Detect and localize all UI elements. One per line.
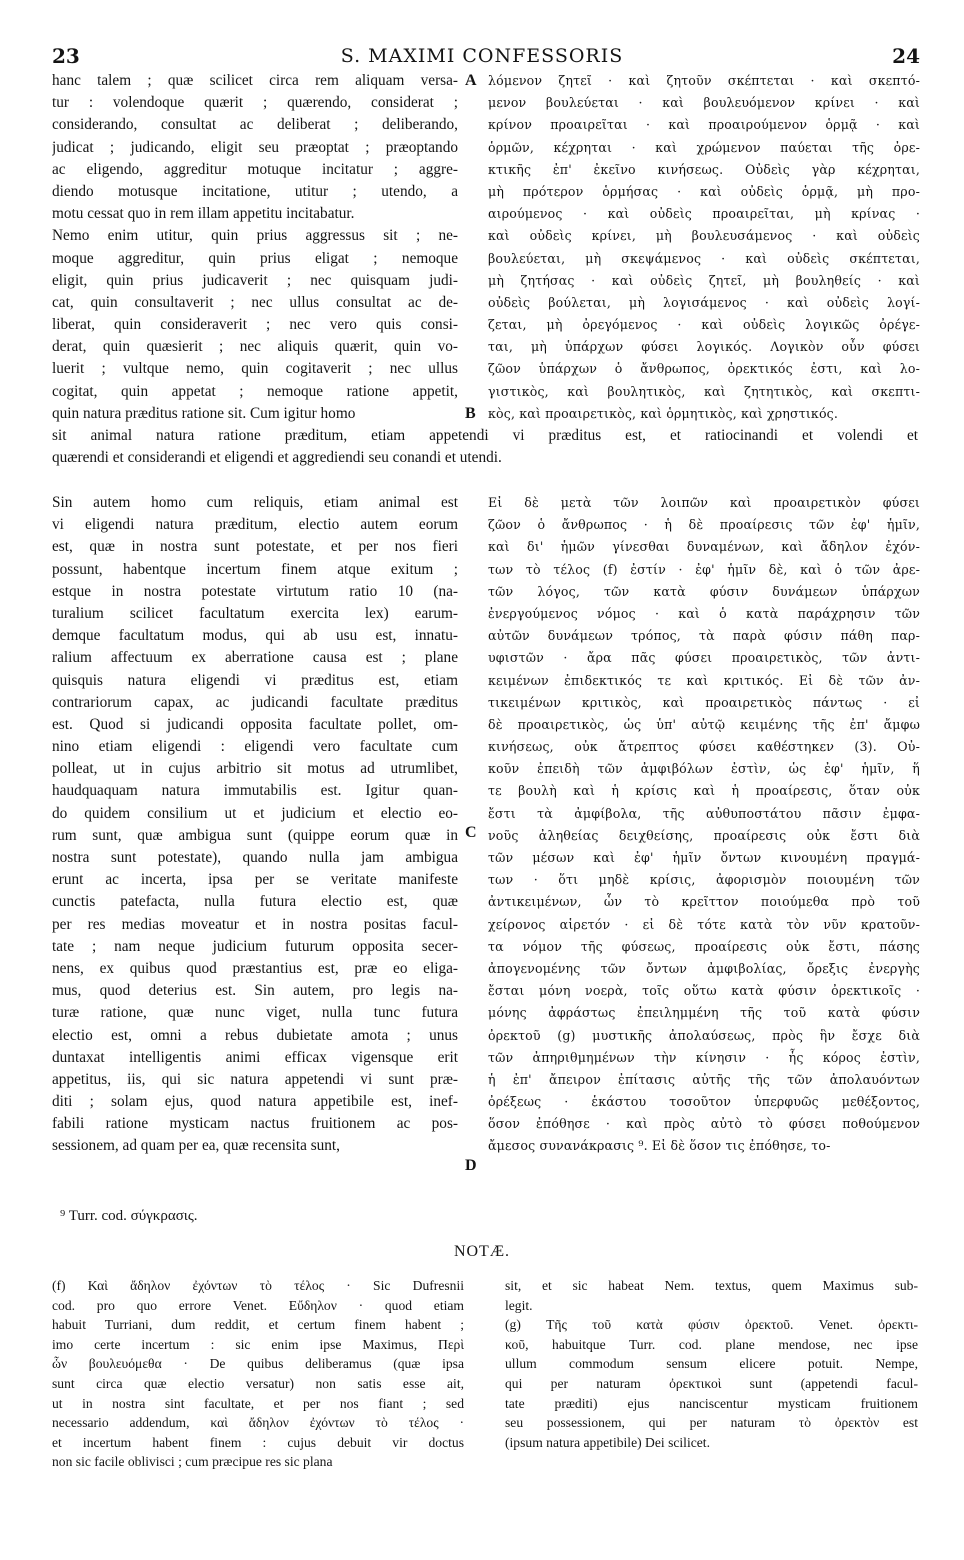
text-line: hanc talem ; quæ scilicet circa rem aliquam versa- [52,72,458,89]
text-line: est. Quod si judicandi opposita facultate pollet, om- [52,715,458,733]
text-line: Εἰ δὲ μετὰ τῶν λοιπῶν καὶ προαιρετικὸν φύσει [488,495,920,510]
text-line: κινήσεως, οὐκ ἄτρεπτος φύσει καθέστηκεν (3). Οὐ- [488,739,920,755]
text-line: seu possessionem, qui per naturam τὸ ὀρεκτὸν est [505,1415,918,1431]
text-line: necessario addendum, καὶ ἄδηλον ἐχόντων τὸ τέλος · [52,1415,464,1431]
text-line: moque aggreditur, quin prius eligat ; nemoque [52,249,458,267]
text-line: δὲ προαιρετικὸς, ὡς ὑπ' αὐτῷ κειμένης τῆς ἐπ' ἄμφω [488,716,920,732]
text-line: polleat, ut in cujus arbitrio sit motus ad utrumlibet, [52,760,458,778]
text-line: per res medias moveatur et in nostra positas facul- [52,915,458,933]
text-line: cod. pro quo errore Venet. Εὔδηλον · quod etiam [52,1297,464,1313]
text-line: sessionem, ad quam per ea, quæ recensita sunt, [52,1137,341,1155]
text-line: κοῦ, habuitque Turr. cod. plane mendose, nec ipse [505,1336,918,1352]
text-line: κρίνον προαιρεῖται · καὶ προαιρούμενον ὁρμᾷ · καὶ [488,117,920,133]
text-line: τε βουλὴ καὶ ἡ κρίσις καὶ ἡ προαίρεσις, ὅταν οὐκ [488,783,920,799]
notes-right-column [505,1276,918,1452]
text-line: μὴ ζητήσας · καὶ οὐδεὶς ζητεῖ, μὴ βουληθείς · καὶ [488,272,920,288]
text-line: ὀρεκτοῦ (g) μυστικῆς ἀπολαύσεως, πρὸς ἣν ἔσχε διὰ [488,1027,920,1043]
text-line: ζῶον ὑπάρχων ὁ ἄνθρωπος, ὀρεκτικός ἐστι, καὶ λο- [488,361,920,377]
text-line: appetitus, iis, qui sic natura appetendi vi sunt præ- [52,1070,458,1088]
text-line: tate ; nam neque judicium futurum opposita secer- [52,937,458,955]
text-line: γιστικὸς, καὶ βουλητικὸς, καὶ ζητητικὸς, καὶ σκεπτι- [488,383,920,399]
text-line: βουλεύεται, μὴ σκεψάμενος · καὶ οὐδεὶς σκέπτεται, [488,250,920,266]
text-line: ὅσον ἐπόθησε · καὶ πρὸς αὐτὸ τὸ φύσει ποθούμενον [488,1116,920,1132]
text-line: τῶν λόγος, τῶν κατὰ φύσιν δυνάμεων ὑπάρχων [488,583,920,599]
text-line: estque in nostra potestate virtutum ratio 10 (na- [52,582,458,600]
text-line: των · ὅτι μηδὲ κρίσις, ἀφορισμὸν ποιουμένη τῶν [488,872,920,888]
text-line: quærendi et considerandi et eligendi et aggrediendi seu conandi et utendi. [52,449,502,467]
greek-column-upper [488,70,920,425]
text-line: τα νόμον τῆς φύσεως, προαίρεσις οὐκ ἔστι, πάσης [488,938,920,954]
text-line: ται, μὴ ὑπάρχων φύσει λογικός. Λογικὸν οὖν φύσει [488,339,920,355]
text-line: ἐνεργούμενος νόμος · καὶ ὁ κατὰ παράχρησιν τῶν [488,605,920,621]
text-line: nino etiam eligendi : eligendi vero facultate cum [52,738,458,756]
text-line: habuit Turriani, dum reddit, et certum finem habent ; [52,1317,464,1333]
text-line: ζεται, μὴ ὀρεγόμενος · καὶ οὐδεὶς λογικῶς ὀρέγε- [488,317,920,333]
text-line: των τὸ τέλος (f) ἐστίν · ἐφ' ἡμῖν δὲ, καὶ ὁ τῶν ἀρε- [488,561,920,577]
text-line: ἀπογενομένης τῶν ὄντων ἀμφιβολίας, ὄρεξις ἐνεργὴς [488,960,920,976]
text-line: vi eligendi natura præditum, electio autem eorum [52,516,458,534]
text-line: judicat ; judicando, eligit seu præoptat ; præoptando [52,138,458,156]
text-line: cunctis patefacta, nulla futura electio est, quæ [52,893,458,911]
notes-heading: NOTÆ. [453,1243,511,1260]
text-line: (f) Καὶ ἄδηλον ἐχόντων τὸ τέλος · Sic Dufresnii [52,1278,464,1293]
text-line: rum sunt, quæ ambigua sunt (quippe eorum quæ in [52,826,458,844]
text-line: ἡ ἐπ' ἄπειρον ἐπίτασις αὐτῆς τῆς τῶν ἀπολαυόντων [488,1071,920,1087]
section-marker-c: C [465,824,477,841]
text-line: luerit ; vultque nemo, quin cogitaverit ; nec ullus [52,360,458,378]
section-marker-b: B [465,405,476,422]
text-line: χείρονος αἱρετόν · εἰ δὲ τότε κατὰ τὸν νῦν κρατοῦν- [488,916,920,932]
text-line: liberat, quin consideraverit ; nec vero quis consi- [52,316,458,334]
latin-column-lower [52,492,458,1158]
text-line: ullum commodum sensum elicere potuit. Nempe, [505,1356,918,1372]
text-line: nens, ex quibus quod præstantius est, præ eo eliga- [52,959,458,977]
spanning-text [52,425,918,469]
text-line: duntaxat intelligentis animi efficax vigensque erit [52,1048,458,1066]
text-line: mus, quod deterius est. Sin autem, pro legis na- [52,982,458,1000]
text-line: ὀρέξεως · ἑκάστου τοσοῦτον ὑπερφυῶς μεθέξοντος, [488,1094,920,1110]
text-line: νοῦς ἀληθείας δειχθείσης, προαίρεσις οὐκ ἔστι διὰ [488,827,920,843]
text-line: μόνης ἀφράστως ἐπειλημμένη τῆς τοῦ κατὰ φύσιν [488,1005,920,1021]
text-line: καὶ δι' ἡμῶν γίνεσθαι δυναμένων, καὶ ἄδηλον ἐχόν- [488,539,920,555]
text-line: τῶν ἀπηριθμημένων τὴν κίνησιν · ἧς κόρος ἐστὶν, [488,1049,920,1065]
text-line: κοῦν ἐπειδὴ τῶν ἀμφιβόλων ἐστὶν, ὡς ἐφ' ἡμῖν, ἥ [488,761,920,777]
text-line: cogitat, quin appetat ; nemoque ratione appetit, [52,382,458,400]
text-line: τικειμένων κριτικὸς, καὶ προαιρετικὸς πάντως · εἰ [488,694,920,710]
latin-column-upper [52,70,458,425]
text-line: electio est, omni a rebus dubietate amota ; unus [52,1026,458,1044]
text-line: Nemo enim utitur, quin prius aggressus sit ; ne- [52,227,458,245]
text-line: κτικῆς ἐπ' ἐκεῖνο κινήσεως. Οὐδεὶς γὰρ κέχρηται, [488,161,920,177]
text-line: ἀντικειμένων, ὧν τὸ κρεῖττον ποιούμεθα πρὸ τοῦ [488,894,920,910]
text-line: αὐτῶν δυνάμεων τρόπος, τὰ παρὰ φύσιν πάθη παρ- [488,628,920,644]
text-line: et incertum habent finem : cujus debuit vir doctus [52,1434,464,1450]
text-line: μενον βουλεύεται · καὶ βουλευόμενον κρίνει · καὶ [488,95,920,111]
text-line: diti ; solam ejus, quod natura appetibile est, inef- [52,1093,458,1111]
text-line: cat, quin consultaverit ; nec ullus consultat ac de- [52,293,458,311]
running-title: S. MAXIMI CONFESSORIS [340,45,624,67]
text-line: sit animal natura ratione præditum, etiam appetendi vi præditus est, et ratiocinandi et volendi et [52,427,918,444]
text-line: ut in nostra sint facultate, et per nos fiant ; sed [52,1395,464,1411]
text-line: imo certe incertum : sic enim ipse Maximus, Περὶ [52,1336,464,1352]
text-line: (ipsum natura appetibile) Dei scilicet. [505,1434,710,1450]
text-line: οὐδεὶς βούλεται, μὴ λογισάμενος · καὶ οὐδεὶς λογί- [488,294,920,310]
text-line: καὶ οὐδεὶς κρίνει, μὴ βουλευσάμενος · καὶ οὐδεὶς [488,228,920,244]
text-line: qui per naturam ὀρεκτικοὶ sunt (appetendi facul- [505,1375,918,1391]
text-line: motu cessat quo in rem illam appetitu incitabatur. [52,205,355,223]
text-line: quin natura præditus ratione sit. Cum igitur homo [52,404,356,422]
text-line: diendo motusque incitatione, utitur ; utendo, a [52,182,458,200]
text-line: ἔστι τὰ ἀμφίβολα, τῆς αὐθυποστάτου πᾶσιν ἐμφα- [488,805,920,821]
text-line: tate præditi) ejus nanciscentur mysticam fruitionem [505,1395,918,1411]
text-line: erunt ac incerta, ipsa per se veritate manifeste [52,871,458,889]
text-line: υφιστῶν · ἄρα πᾶς φύσει προαιρετικὸς, τῶν ἀντι- [488,650,920,666]
text-line: quisquis natura eligendi vi præditus est, etiam [52,671,458,689]
text-line: ὧν βουλευόμεθα · De quibus deliberamus (quæ ipsa [52,1356,464,1372]
text-line: κὸς, καὶ προαιρετικὸς, καὶ ὁρμητικὸς, καὶ χρηστικός. [488,405,839,421]
text-line: λόμενον ζητεῖ · καὶ ζητοῦν σκέπτεται · καὶ σκεπτό- [488,73,920,88]
text-line: (g) Τῆς τοῦ κατὰ φύσιν ὀρεκτοῦ. Venet. ὀρεκτι- [505,1317,918,1333]
text-line: fabili ratione mysticam nactus fruitionem ac pos- [52,1115,458,1133]
text-line: do quidem consilium ut et judicium et electio eo- [52,804,458,822]
text-line: μὴ πρότερον ὁρμήσας · καὶ οὐδεὶς ὁρμᾷ, μὴ προ- [488,183,920,199]
text-line: turæ ratione, quæ nunc viget, nulla tunc futura [52,1004,458,1022]
text-line: ac eligendo, aggreditur motuque incitatur ; aggre- [52,160,458,178]
text-line: derat, quin quæsierit ; nec aliquis quærit, quin vo- [52,338,458,356]
text-line: ἔσται μόνη νοερὰ, τοῖς οὕτω κατὰ φύσιν ὀρεκτικοῖς · [488,983,920,999]
text-line: ὁρμῶν, κέχρηται · καὶ χρώμενον παύεται τῆς ὀρε- [488,139,920,155]
text-line: possunt, habentque incertum finem atque exitum ; [52,560,458,578]
text-line: considerando, consultat ac deliberat ; deliberando, [52,116,458,134]
text-line: turalium scilicet facultatum exercita lex) earum- [52,604,458,622]
text-line: tur : volendoque quærit ; quærendo, considerat ; [52,94,458,112]
text-line: κειμένων ἐπιδεκτικός τε καὶ κριτικός. Εἰ δὲ τῶν ἀν- [488,672,920,688]
left-page-number: 23 [52,44,80,68]
notes-left-column [52,1276,464,1472]
right-page-number: 24 [892,44,920,68]
text-line: sunt circa quæ electio versatur) non satis esse ait, [52,1375,464,1391]
footnote: ⁹ Turr. cod. σύγκρασις. [60,1208,198,1224]
text-line: Sin autem homo cum reliquis, etiam animal est [52,494,458,511]
text-line: haudquaquam natura immutabilis est. Igitur quan- [52,782,458,800]
text-line: ἄμεσος συνανάκρασις ⁹. Εἰ δὲ ὅσον τις ἐπόθησε, το- [488,1138,831,1154]
greek-column-lower [488,492,920,1158]
text-line: contrariorum capax, ac judicandi facultate præditus [52,693,458,711]
text-line: eligit, quin prius judicaverit ; nec quisquam judi- [52,271,458,289]
text-line: αιρούμενος · καὶ οὐδεὶς προαιρεῖται, μὴ κρίνας · [488,206,920,222]
text-line: est, quæ in nostra sunt potestate, et per nos fieri [52,538,458,556]
text-line: demque facultatum modus, qui ab usu est, innatu- [52,627,458,645]
text-line: τῶν μέσων καὶ ἐφ' ἡμῖν ὄντων κινουμένη πραγμά- [488,850,920,865]
text-line: legit. [505,1297,533,1313]
text-line: sit, et sic habeat Nem. textus, quem Maximus sub- [505,1278,918,1293]
section-marker-a: A [465,72,477,89]
text-line: nostra sunt potestate), quando nulla jam ambigua [52,849,458,866]
section-marker-d: D [465,1157,477,1174]
text-line: ζῶον ὁ ἄνθρωπος · ἡ δὲ προαίρεσις τῶν ἐφ' ἡμῖν, [488,517,920,533]
text-line: non sic facile oblivisci ; cum præcipue res sic plana [52,1454,333,1470]
text-line: ralium affectuum ex aberratione causa est ; plane [52,649,458,667]
